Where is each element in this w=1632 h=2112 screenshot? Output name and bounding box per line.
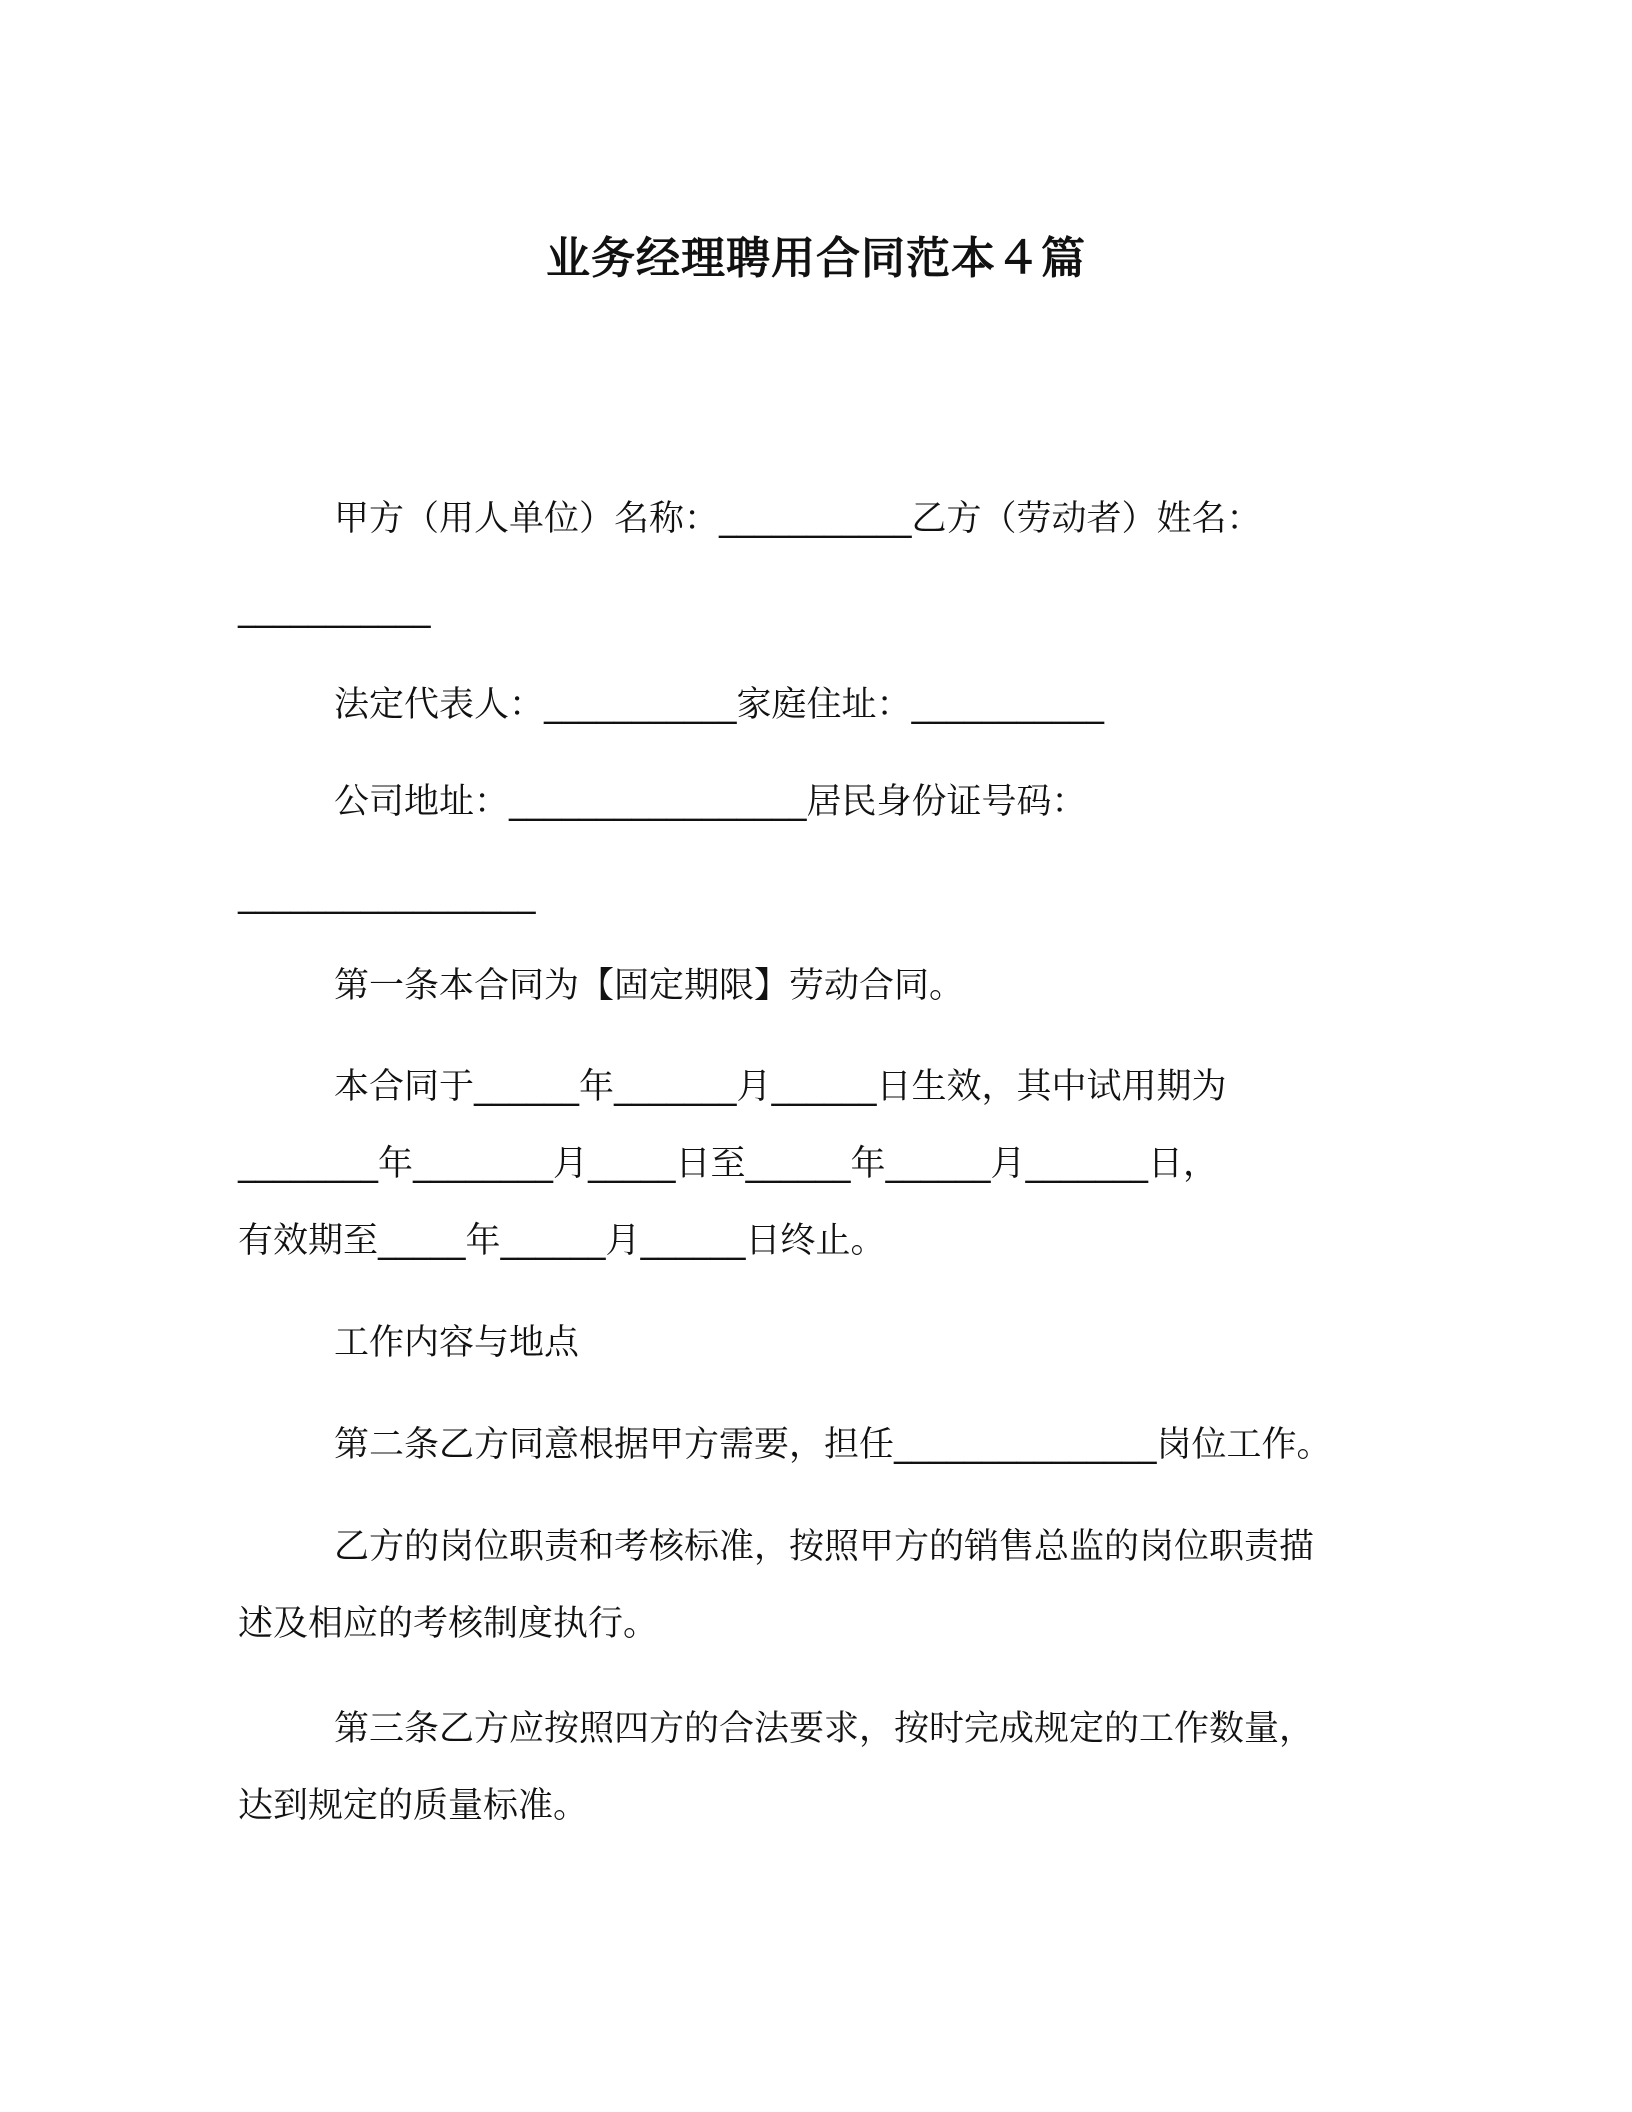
section-heading-work: 工作内容与地点 xyxy=(334,1323,580,1363)
company-address-line: 公司地址：_________________居民身份证号码： xyxy=(334,782,1087,822)
contract-term-line-3: 有效期至_____年______月______日终止。 xyxy=(238,1221,886,1261)
document-title: 业务经理聘用合同范本４篇 xyxy=(546,233,1086,284)
contract-term-line-2: ________年________月_____日至______年______月_______日， xyxy=(238,1144,1219,1184)
duties-line-2: 述及相应的考核制度执行。 xyxy=(238,1604,659,1644)
article-three-line-2: 达到规定的质量标准。 xyxy=(238,1786,589,1826)
party-a-name-line: 甲方（用人单位）名称：___________乙方（劳动者）姓名： xyxy=(334,499,1262,539)
article-three-line-1: 第三条乙方应按照四方的合法要求，按时完成规定的工作数量， xyxy=(334,1709,1315,1749)
article-one: 第一条本合同为【固定期限】劳动合同。 xyxy=(334,966,965,1006)
contract-term-line-1: 本合同于______年_______月______日生效，其中试用期为 xyxy=(334,1067,1227,1107)
duties-line-1: 乙方的岗位职责和考核标准，按照甲方的销售总监的岗位职责描 xyxy=(334,1527,1315,1567)
article-two: 第二条乙方同意根据甲方需要，担任_______________岗位工作。 xyxy=(334,1425,1332,1465)
id-number-blank: _________________ xyxy=(238,875,536,915)
party-b-name-blank: ___________ xyxy=(238,589,431,629)
legal-representative-line: 法定代表人：___________家庭住址：___________ xyxy=(334,685,1105,725)
